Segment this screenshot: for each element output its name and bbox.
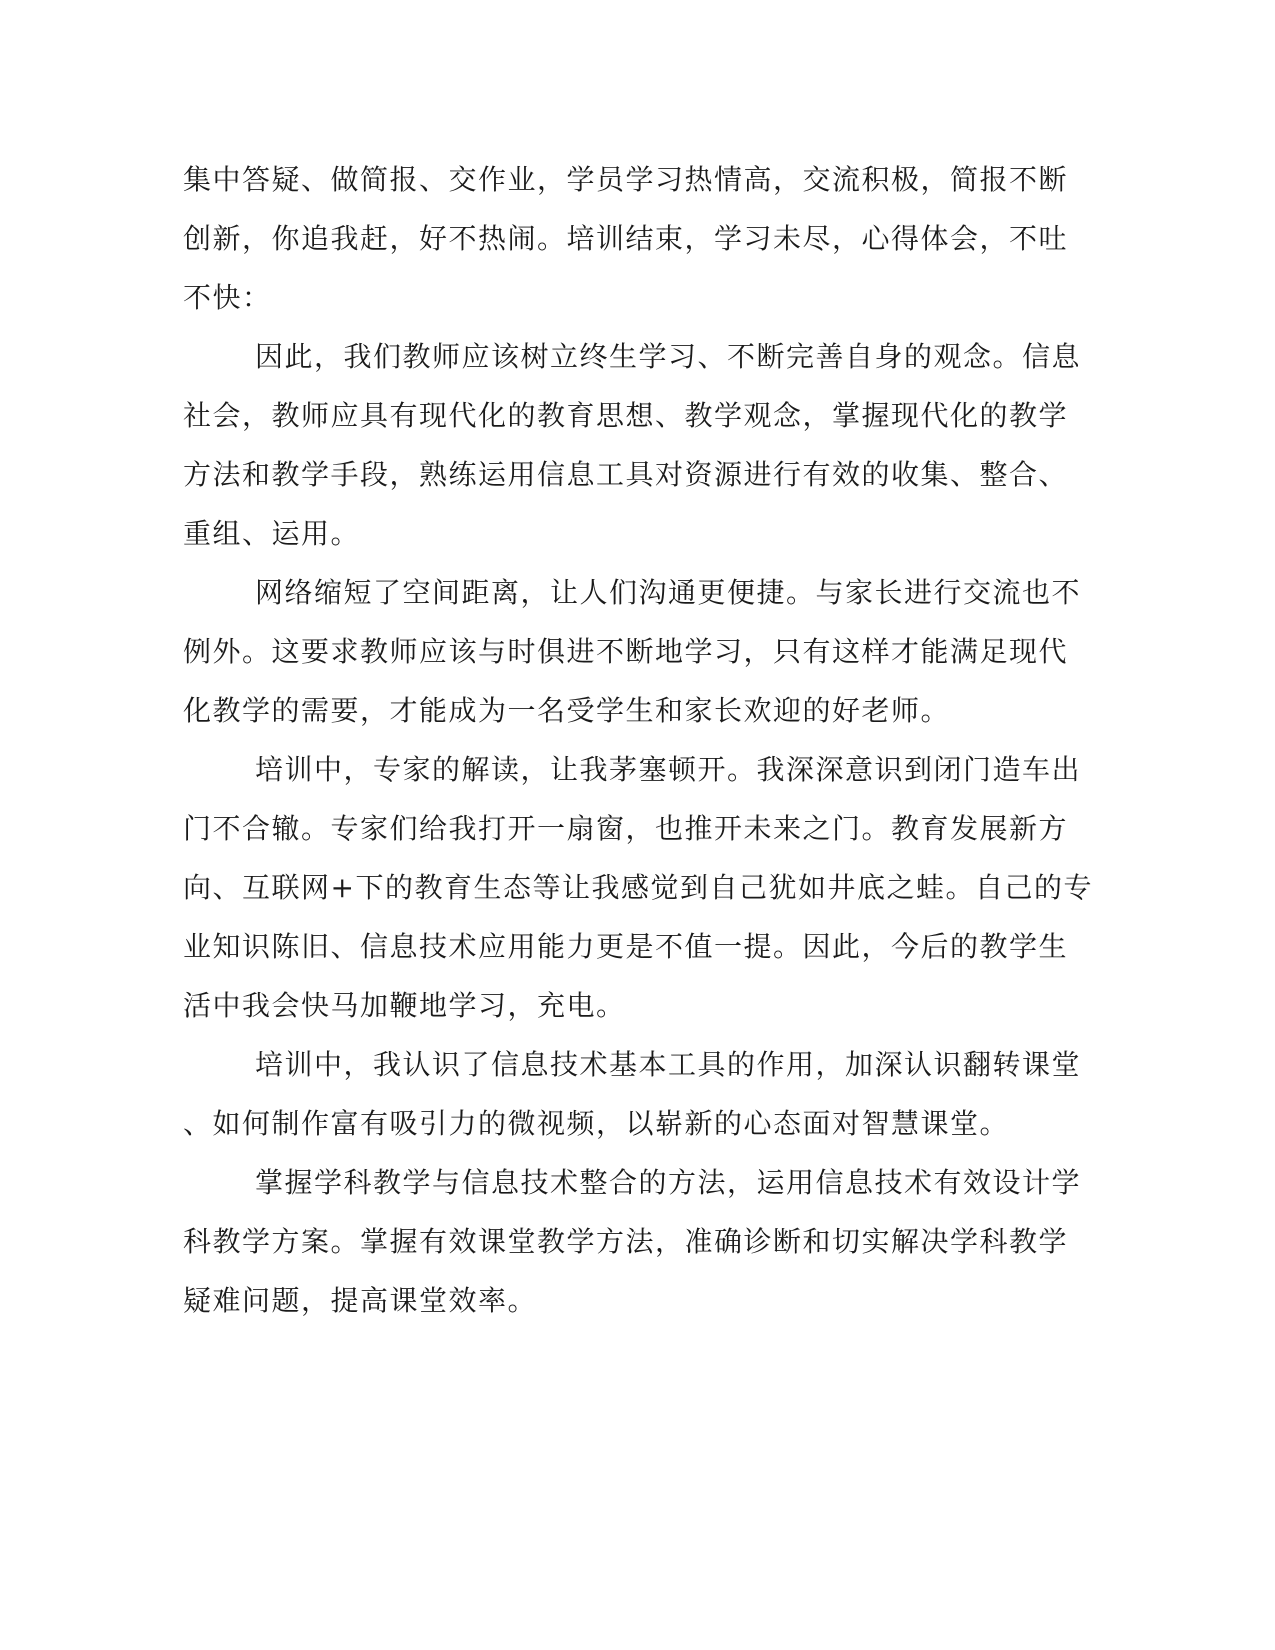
- paragraph-first-line: 培训中，专家的解读，让我茅塞顿开。我深深意识到闭门造车出: [255, 753, 1082, 786]
- paragraph-first-line: 因此，我们教师应该树立终生学习、不断完善自身的观念。信息: [255, 340, 1082, 373]
- text-line: 活中我会快马加鞭地学习，充电。: [183, 989, 626, 1022]
- text-line: 不快：: [183, 281, 272, 314]
- text-line: 重组、运用。: [183, 517, 361, 550]
- text-line: 科教学方案。掌握有效课堂教学方法，准确诊断和切实解决学科教学: [183, 1225, 1069, 1258]
- text-line: 方法和教学手段，熟练运用信息工具对资源进行有效的收集、整合、: [183, 458, 1069, 491]
- text-line: 化教学的需要，才能成为一名受学生和家长欢迎的好老师。: [183, 694, 951, 727]
- text-line: 向、互联网+下的教育生态等让我感觉到自己犹如井底之蛙。自己的专: [183, 871, 1093, 904]
- paragraph-first-line: 网络缩短了空间距离，让人们沟通更便捷。与家长进行交流也不: [255, 576, 1082, 609]
- text-line: 例外。这要求教师应该与时俱进不断地学习，只有这样才能满足现代: [183, 635, 1069, 668]
- paragraph-first-line: 培训中，我认识了信息技术基本工具的作用，加深认识翻转课堂: [255, 1048, 1082, 1081]
- text-line: 业知识陈旧、信息技术应用能力更是不值一提。因此，今后的教学生: [183, 930, 1069, 963]
- text-line: 门不合辙。专家们给我打开一扇窗，也推开未来之门。教育发展新方: [183, 812, 1069, 845]
- paragraph-first-line: 掌握学科教学与信息技术整合的方法，运用信息技术有效设计学: [255, 1166, 1082, 1199]
- text-line: 创新，你追我赶，好不热闹。培训结束，学习未尽，心得体会，不吐: [183, 222, 1069, 255]
- text-line: 、如何制作富有吸引力的微视频，以崭新的心态面对智慧课堂。: [183, 1107, 1010, 1140]
- text-line: 集中答疑、做简报、交作业，学员学习热情高，交流积极，简报不断: [183, 163, 1069, 196]
- text-line: 疑难问题，提高课堂效率。: [183, 1284, 538, 1317]
- text-line: 社会，教师应具有现代化的教育思想、教学观念，掌握现代化的教学: [183, 399, 1069, 432]
